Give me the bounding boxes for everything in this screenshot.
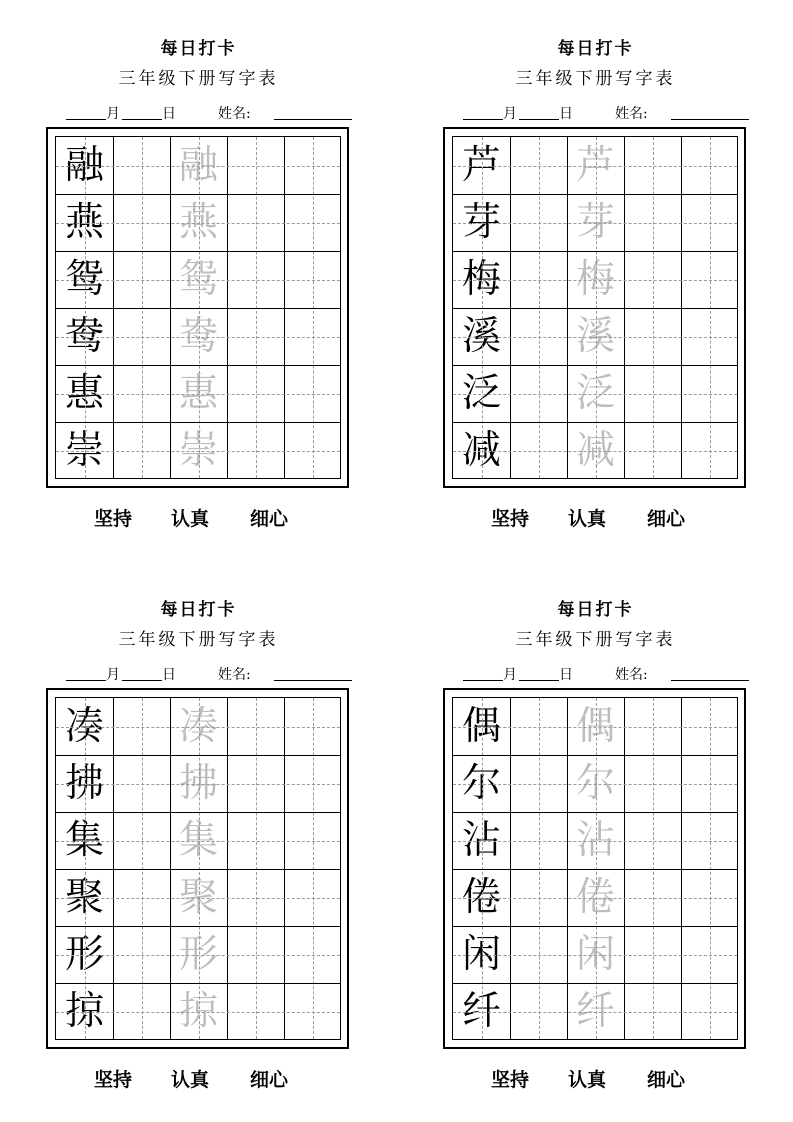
grid-row-line bbox=[453, 194, 737, 195]
writing-grid bbox=[452, 136, 738, 479]
trace-character: 芦 bbox=[575, 143, 615, 188]
motto-word: 认真 bbox=[568, 1069, 607, 1091]
grid-row-line bbox=[56, 251, 340, 252]
motto bbox=[0, 1065, 397, 1095]
grid-row-line bbox=[453, 926, 737, 927]
motto-word: 坚持 bbox=[94, 1069, 133, 1091]
model-character: 拂 bbox=[64, 761, 104, 806]
card-subtitle: 三年级下册写字表 bbox=[515, 630, 676, 650]
grid-guide-line bbox=[56, 223, 340, 224]
trace-character: 倦 bbox=[575, 875, 615, 920]
motto bbox=[397, 504, 793, 534]
motto-word: 认真 bbox=[171, 508, 210, 530]
day-label: 日 bbox=[559, 667, 573, 683]
grid-row-line bbox=[453, 983, 737, 984]
motto-word: 坚持 bbox=[94, 508, 133, 530]
month-blank[interactable] bbox=[463, 680, 503, 681]
motto-word: 细心 bbox=[647, 1069, 686, 1091]
model-character: 溪 bbox=[461, 314, 501, 359]
month-blank[interactable] bbox=[463, 119, 503, 120]
writing-grid-frame bbox=[443, 688, 746, 1049]
grid-guide-line bbox=[56, 841, 340, 842]
grid-row-line bbox=[453, 422, 737, 423]
name-blank[interactable] bbox=[671, 119, 749, 120]
grid-row-line bbox=[453, 251, 737, 252]
date-name-line bbox=[463, 103, 753, 123]
card-title: 每日打卡 bbox=[160, 600, 237, 620]
motto-word: 坚持 bbox=[491, 1069, 530, 1091]
grid-row-line bbox=[56, 983, 340, 984]
trace-character: 溪 bbox=[575, 314, 615, 359]
trace-character: 偶 bbox=[575, 704, 615, 749]
name-label: 姓名: bbox=[615, 106, 648, 122]
day-blank[interactable] bbox=[519, 119, 559, 120]
month-blank[interactable] bbox=[66, 680, 106, 681]
motto-word: 细心 bbox=[250, 1069, 289, 1091]
model-character: 鸯 bbox=[64, 314, 104, 359]
date-name-line bbox=[66, 664, 356, 684]
grid-row-line bbox=[56, 812, 340, 813]
trace-character: 减 bbox=[575, 428, 615, 473]
motto-word: 细心 bbox=[647, 508, 686, 530]
trace-character: 泛 bbox=[575, 371, 615, 416]
grid-row-line bbox=[56, 194, 340, 195]
model-character: 梅 bbox=[461, 257, 501, 302]
model-character: 形 bbox=[64, 932, 104, 977]
card-subtitle: 三年级下册写字表 bbox=[515, 69, 676, 89]
month-label: 月 bbox=[503, 106, 517, 122]
grid-row-line bbox=[56, 308, 340, 309]
model-character: 惠 bbox=[64, 371, 104, 416]
grid-row-line bbox=[56, 926, 340, 927]
card-title: 每日打卡 bbox=[557, 39, 634, 59]
model-character: 融 bbox=[64, 143, 104, 188]
model-character: 减 bbox=[461, 428, 501, 473]
practice-card bbox=[0, 0, 397, 561]
practice-card bbox=[0, 561, 397, 1122]
grid-guide-line bbox=[56, 451, 340, 452]
trace-character: 芽 bbox=[575, 200, 615, 245]
card-subtitle: 三年级下册写字表 bbox=[118, 69, 279, 89]
model-character: 偶 bbox=[461, 704, 501, 749]
month-label: 月 bbox=[503, 667, 517, 683]
trace-character: 闲 bbox=[575, 932, 615, 977]
grid-guide-line bbox=[453, 1012, 737, 1013]
day-blank[interactable] bbox=[519, 680, 559, 681]
model-character: 燕 bbox=[64, 200, 104, 245]
model-character: 凑 bbox=[64, 704, 104, 749]
writing-grid bbox=[55, 136, 341, 479]
grid-row-line bbox=[56, 365, 340, 366]
model-character: 尔 bbox=[461, 761, 501, 806]
grid-guide-line bbox=[56, 337, 340, 338]
model-character: 倦 bbox=[461, 875, 501, 920]
grid-guide-line bbox=[56, 166, 340, 167]
date-name-line bbox=[463, 664, 753, 684]
grid-guide-line bbox=[453, 280, 737, 281]
model-character: 芽 bbox=[461, 200, 501, 245]
grid-guide-line bbox=[453, 394, 737, 395]
grid-row-line bbox=[453, 812, 737, 813]
model-character: 纤 bbox=[461, 989, 501, 1034]
writing-grid bbox=[55, 697, 341, 1040]
writing-grid-frame bbox=[46, 688, 349, 1049]
month-blank[interactable] bbox=[66, 119, 106, 120]
name-label: 姓名: bbox=[615, 667, 648, 683]
day-label: 日 bbox=[559, 106, 573, 122]
trace-character: 拂 bbox=[178, 761, 218, 806]
trace-character: 惠 bbox=[178, 371, 218, 416]
model-character: 芦 bbox=[461, 143, 501, 188]
name-label: 姓名: bbox=[218, 667, 251, 683]
motto bbox=[0, 504, 397, 534]
day-blank[interactable] bbox=[122, 680, 162, 681]
grid-guide-line bbox=[56, 955, 340, 956]
grid-guide-line bbox=[56, 727, 340, 728]
grid-guide-line bbox=[453, 898, 737, 899]
trace-character: 形 bbox=[178, 932, 218, 977]
grid-guide-line bbox=[453, 955, 737, 956]
trace-character: 掠 bbox=[178, 989, 218, 1034]
day-blank[interactable] bbox=[122, 119, 162, 120]
grid-guide-line bbox=[453, 166, 737, 167]
model-character: 沾 bbox=[461, 818, 501, 863]
trace-character: 燕 bbox=[178, 200, 218, 245]
grid-row-line bbox=[453, 365, 737, 366]
grid-guide-line bbox=[453, 784, 737, 785]
motto-word: 坚持 bbox=[491, 508, 530, 530]
model-character: 集 bbox=[64, 818, 104, 863]
grid-guide-line bbox=[453, 727, 737, 728]
trace-character: 纤 bbox=[575, 989, 615, 1034]
day-label: 日 bbox=[162, 667, 176, 683]
model-character: 聚 bbox=[64, 875, 104, 920]
motto-word: 细心 bbox=[250, 508, 289, 530]
trace-character: 鸯 bbox=[178, 314, 218, 359]
name-blank[interactable] bbox=[274, 680, 352, 681]
card-title: 每日打卡 bbox=[557, 600, 634, 620]
grid-row-line bbox=[453, 308, 737, 309]
card-subtitle: 三年级下册写字表 bbox=[118, 630, 279, 650]
grid-guide-line bbox=[453, 841, 737, 842]
grid-guide-line bbox=[453, 223, 737, 224]
grid-guide-line bbox=[56, 1012, 340, 1013]
grid-guide-line bbox=[56, 898, 340, 899]
trace-character: 鸳 bbox=[178, 257, 218, 302]
card-title: 每日打卡 bbox=[160, 39, 237, 59]
grid-row-line bbox=[56, 755, 340, 756]
month-label: 月 bbox=[106, 106, 120, 122]
practice-card bbox=[397, 0, 793, 561]
grid-row-line bbox=[453, 869, 737, 870]
name-label: 姓名: bbox=[218, 106, 251, 122]
trace-character: 沾 bbox=[575, 818, 615, 863]
model-character: 掠 bbox=[64, 989, 104, 1034]
motto-word: 认真 bbox=[568, 508, 607, 530]
grid-guide-line bbox=[453, 451, 737, 452]
grid-guide-line bbox=[453, 337, 737, 338]
practice-card bbox=[397, 561, 793, 1122]
month-label: 月 bbox=[106, 667, 120, 683]
writing-grid-frame bbox=[443, 127, 746, 488]
trace-character: 凑 bbox=[178, 704, 218, 749]
writing-grid bbox=[452, 697, 738, 1040]
model-character: 闲 bbox=[461, 932, 501, 977]
model-character: 鸳 bbox=[64, 257, 104, 302]
trace-character: 崇 bbox=[178, 428, 218, 473]
name-blank[interactable] bbox=[671, 680, 749, 681]
date-name-line bbox=[66, 103, 356, 123]
motto bbox=[397, 1065, 793, 1095]
trace-character: 梅 bbox=[575, 257, 615, 302]
writing-grid-frame bbox=[46, 127, 349, 488]
grid-guide-line bbox=[56, 280, 340, 281]
motto-word: 认真 bbox=[171, 1069, 210, 1091]
day-label: 日 bbox=[162, 106, 176, 122]
grid-guide-line bbox=[56, 394, 340, 395]
name-blank[interactable] bbox=[274, 119, 352, 120]
trace-character: 融 bbox=[178, 143, 218, 188]
grid-row-line bbox=[453, 755, 737, 756]
model-character: 泛 bbox=[461, 371, 501, 416]
grid-row-line bbox=[56, 869, 340, 870]
grid-guide-line bbox=[56, 784, 340, 785]
trace-character: 聚 bbox=[178, 875, 218, 920]
grid-row-line bbox=[56, 422, 340, 423]
trace-character: 集 bbox=[178, 818, 218, 863]
trace-character: 尔 bbox=[575, 761, 615, 806]
model-character: 崇 bbox=[64, 428, 104, 473]
